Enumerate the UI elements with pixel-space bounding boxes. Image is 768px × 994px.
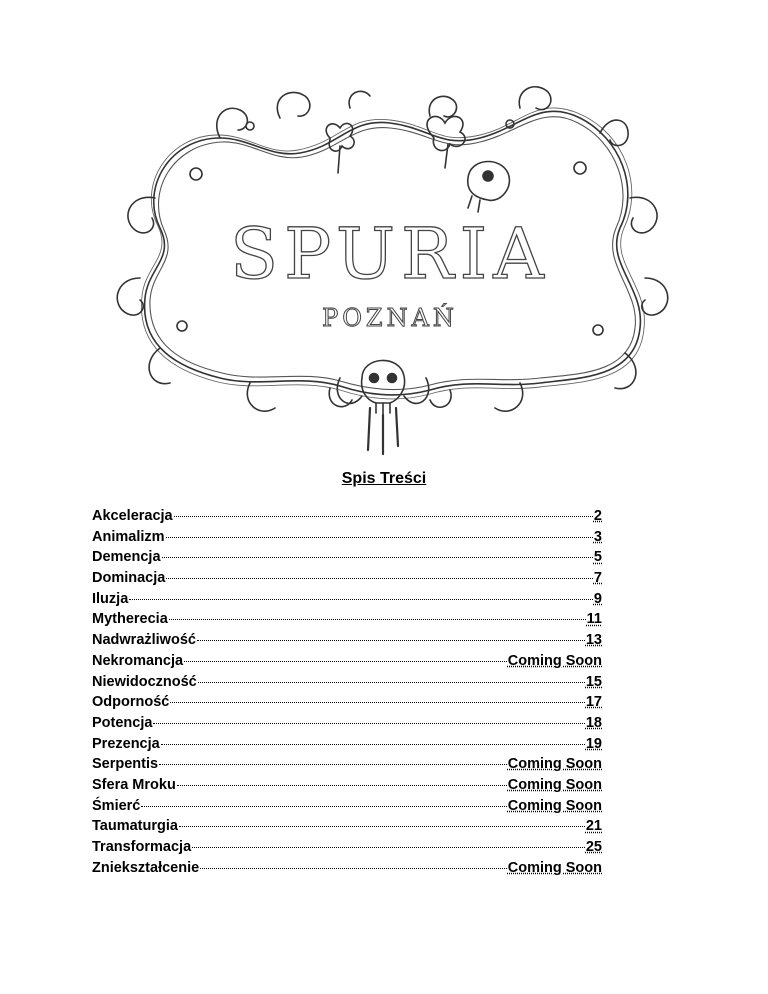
toc-entry-label: Serpentis <box>92 756 159 773</box>
toc-entry[interactable] <box>92 568 602 589</box>
toc-entry[interactable] <box>92 858 602 879</box>
toc-entry-page: Coming Soon <box>507 756 602 773</box>
toc-entry-label: Nekromancja <box>92 652 184 669</box>
logo-subtitle: POZNAŃ <box>322 304 458 332</box>
toc-entry-label: Taumaturgia <box>92 818 178 835</box>
toc-entry[interactable] <box>92 609 602 630</box>
toc-dot-leader <box>177 785 507 786</box>
toc-entry[interactable] <box>92 754 602 775</box>
toc-dot-leader <box>174 516 593 517</box>
toc-dot-leader <box>161 744 585 745</box>
toc-entry-label: Akceleracja <box>92 508 173 524</box>
toc-entry-page: 13 <box>585 632 602 649</box>
toc-entry-page: Coming Soon <box>507 797 602 814</box>
toc-entry[interactable] <box>92 775 602 796</box>
toc-dot-leader <box>169 619 586 620</box>
toc-entry-label: Zniekształcenie <box>92 859 200 876</box>
toc-dot-leader <box>179 826 585 827</box>
toc-entry-page: Coming Soon <box>507 652 602 669</box>
toc-entry-label: Dominacja <box>92 570 166 587</box>
toc-entry[interactable] <box>92 506 602 527</box>
toc-dot-leader <box>141 806 506 807</box>
toc-entry[interactable] <box>92 796 602 817</box>
toc-entry-label: Niewidoczność <box>92 673 197 690</box>
toc-entry-page: 18 <box>585 714 602 731</box>
toc-entry-page: 15 <box>585 673 602 690</box>
toc-entry-label: Śmierć <box>92 797 141 814</box>
toc-dot-leader <box>166 537 593 538</box>
toc-dot-leader <box>197 640 585 641</box>
toc-entry[interactable] <box>92 547 602 568</box>
toc-entry-label: Prezencja <box>92 735 160 752</box>
toc-entry-page: 9 <box>593 590 602 607</box>
toc-entry-label: Odporność <box>92 694 170 711</box>
toc-entry[interactable] <box>92 692 602 713</box>
toc-entry-label: Animalizm <box>92 528 165 545</box>
toc-entry[interactable] <box>92 816 602 837</box>
toc-title: Spis Treści <box>341 470 427 487</box>
toc-entry[interactable] <box>92 630 602 651</box>
logo-title: SPURIA <box>230 213 550 295</box>
toc-entry-page: 19 <box>585 735 602 752</box>
toc-entry[interactable] <box>92 672 602 693</box>
toc-entry[interactable] <box>92 734 602 755</box>
spuria-logo <box>100 78 670 458</box>
toc-entry-page: 2 <box>593 508 602 524</box>
toc-dot-leader <box>184 661 507 662</box>
toc-entry-page: 21 <box>585 818 602 835</box>
toc-entry-label: Nadwrażliwość <box>92 632 196 649</box>
toc-dot-leader <box>170 702 585 703</box>
toc-entry-page: 11 <box>586 611 602 628</box>
toc-dot-leader <box>192 847 585 848</box>
toc-dot-leader <box>166 578 593 579</box>
ornate-frame-illustration <box>100 78 670 458</box>
toc-entry-label: Potencja <box>92 714 153 731</box>
toc-dot-leader <box>200 868 507 869</box>
toc-list <box>92 506 602 878</box>
toc-entry-page: 3 <box>593 528 602 545</box>
toc-entry-page: Coming Soon <box>507 859 602 876</box>
toc-entry-label: Transformacja <box>92 839 192 855</box>
toc-entry[interactable] <box>92 713 602 734</box>
toc-entry[interactable] <box>92 589 602 610</box>
toc-entry-page: Coming Soon <box>507 776 602 793</box>
toc-entry-page: 17 <box>585 694 602 711</box>
toc-entry-page: 5 <box>593 549 602 566</box>
toc-entry-page: 25 <box>585 839 602 855</box>
toc-entry[interactable] <box>92 651 602 672</box>
toc-entry-page: 7 <box>593 570 602 587</box>
toc-entry-label: Mytherecia <box>92 611 168 628</box>
toc-entry-label: Iluzja <box>92 590 129 607</box>
toc-entry[interactable] <box>92 837 602 858</box>
toc-dot-leader <box>162 557 593 558</box>
toc-dot-leader <box>159 764 507 765</box>
toc-dot-leader <box>153 723 584 724</box>
toc-dot-leader <box>129 599 593 600</box>
toc-entry-label: Demencja <box>92 549 161 566</box>
toc-dot-leader <box>198 682 585 683</box>
toc-entry-label: Sfera Mroku <box>92 776 176 793</box>
toc-entry[interactable] <box>92 527 602 548</box>
